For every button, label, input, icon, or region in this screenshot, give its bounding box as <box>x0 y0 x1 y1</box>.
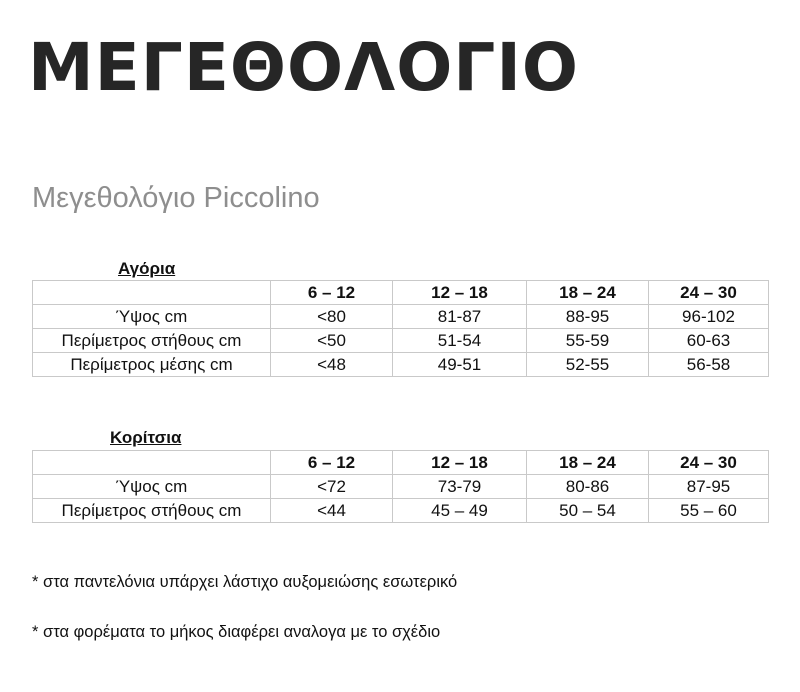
table-cell: 81-87 <box>393 305 527 329</box>
table-cell: 45 – 49 <box>393 499 527 523</box>
table-cell: 60-63 <box>649 329 769 353</box>
page-title: ΜΕΓΕΘΟΛΟΓΙΟ <box>28 29 580 106</box>
table-cell: 50 – 54 <box>527 499 649 523</box>
table-cell: 55 – 60 <box>649 499 769 523</box>
table-header-row <box>33 281 769 305</box>
row-label: Περίμετρος στήθους cm <box>33 329 271 353</box>
table-cell: 88-95 <box>527 305 649 329</box>
row-label: Περίμετρος μέσης cm <box>33 353 271 377</box>
table-header-cell: 18 – 24 <box>527 451 649 475</box>
row-label: Ύψος cm <box>33 305 271 329</box>
table-header-row <box>33 451 769 475</box>
table-cell: <44 <box>271 499 393 523</box>
page-subtitle: Μεγεθολόγιο Piccolino <box>32 182 320 214</box>
table-cell: 56-58 <box>649 353 769 377</box>
table-cell: 73-79 <box>393 475 527 499</box>
table-header-cell: 6 – 12 <box>271 451 393 475</box>
table-header-cell: 24 – 30 <box>649 281 769 305</box>
table-row <box>33 353 769 377</box>
row-label: Ύψος cm <box>33 475 271 499</box>
girls-section-label: Κορίτσια <box>110 428 182 447</box>
table-cell: <72 <box>271 475 393 499</box>
footnote-dresses: * στα φορέματα το μήκος διαφέρει αναλογα με το σχέδιο <box>32 623 441 641</box>
girls-size-table <box>32 450 769 523</box>
table-header-cell <box>33 451 271 475</box>
table-header-cell: 12 – 18 <box>393 451 527 475</box>
table-header-cell: 6 – 12 <box>271 281 393 305</box>
table-header-cell <box>33 281 271 305</box>
table-cell: 87-95 <box>649 475 769 499</box>
table-cell: 55-59 <box>527 329 649 353</box>
footnote-trousers: * στα παντελόνια υπάρχει λάστιχο αυξομειώσης εσωτερικό <box>32 573 458 591</box>
table-cell: <50 <box>271 329 393 353</box>
table-row <box>33 329 769 353</box>
boys-size-table <box>32 280 769 377</box>
table-row <box>33 475 769 499</box>
table-cell: 51-54 <box>393 329 527 353</box>
table-cell: 49-51 <box>393 353 527 377</box>
table-header-cell: 12 – 18 <box>393 281 527 305</box>
table-cell: <48 <box>271 353 393 377</box>
table-row <box>33 305 769 329</box>
table-cell: 96-102 <box>649 305 769 329</box>
boys-section-label: Αγόρια <box>118 259 176 278</box>
table-header-cell: 18 – 24 <box>527 281 649 305</box>
table-cell: 52-55 <box>527 353 649 377</box>
table-header-cell: 24 – 30 <box>649 451 769 475</box>
table-cell: <80 <box>271 305 393 329</box>
table-row <box>33 499 769 523</box>
table-cell: 80-86 <box>527 475 649 499</box>
row-label: Περίμετρος στήθους cm <box>33 499 271 523</box>
